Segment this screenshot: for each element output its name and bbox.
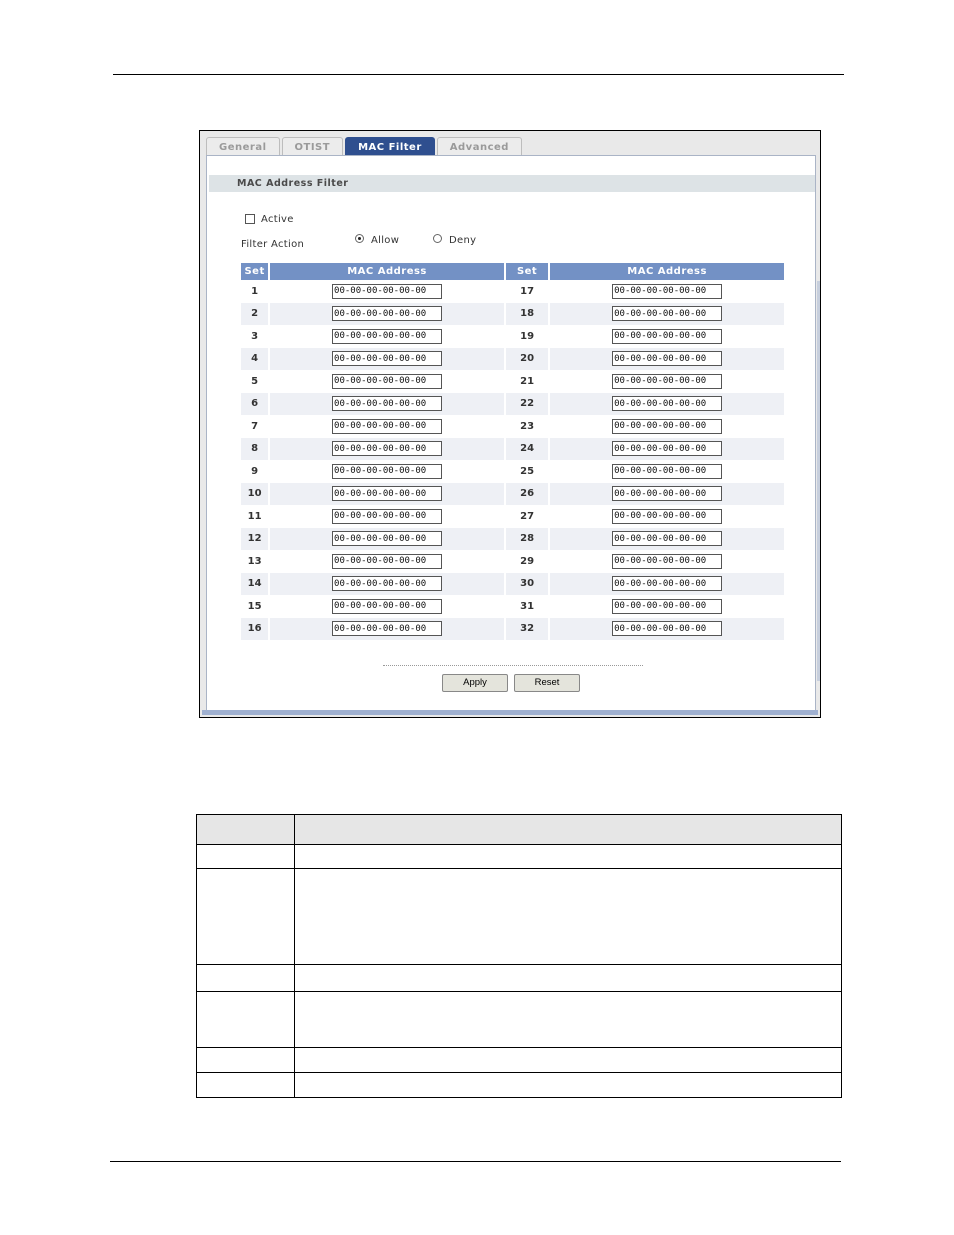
mac-cell	[268, 370, 504, 393]
table-row	[241, 303, 784, 326]
set-number: 30	[504, 573, 548, 596]
mac-filter-screen	[199, 130, 821, 718]
mac-cell	[548, 303, 784, 326]
mac-address-input[interactable]	[612, 441, 722, 456]
table-row	[197, 1073, 842, 1098]
table-row	[197, 845, 842, 869]
mac-address-input[interactable]	[612, 329, 722, 344]
table-row	[241, 505, 784, 528]
mac-address-input[interactable]	[612, 306, 722, 321]
set-number: 20	[504, 348, 548, 371]
button-divider	[383, 665, 643, 666]
set-number: 18	[504, 303, 548, 326]
mac-cell	[268, 528, 504, 551]
mac-cell	[268, 393, 504, 416]
set-number: 32	[504, 618, 548, 641]
mac-cell	[268, 280, 504, 303]
mac-cell	[268, 415, 504, 438]
table-row	[241, 550, 784, 573]
mac-cell	[268, 595, 504, 618]
set-number: 12	[241, 528, 268, 551]
table-row	[197, 965, 842, 992]
mac-address-input[interactable]	[612, 284, 722, 299]
allow-radio[interactable]	[355, 234, 364, 243]
mac-address-input[interactable]	[332, 554, 442, 569]
mac-address-input[interactable]	[332, 576, 442, 591]
mac-cell	[548, 325, 784, 348]
mac-cell	[548, 415, 784, 438]
set-number: 19	[504, 325, 548, 348]
mac-cell	[548, 483, 784, 506]
table-row	[197, 992, 842, 1048]
set-number: 1	[251, 285, 259, 297]
table-row	[241, 595, 784, 618]
description-header-row	[197, 815, 842, 845]
table-row	[241, 460, 784, 483]
set-number: 28	[504, 528, 548, 551]
table-row	[241, 528, 784, 551]
mac-address-input[interactable]	[612, 374, 722, 389]
mac-address-input[interactable]	[612, 464, 722, 479]
mac-address-input[interactable]	[612, 576, 722, 591]
set-number: 15	[247, 600, 262, 612]
table-header-row	[241, 263, 784, 280]
mac-address-input[interactable]	[332, 621, 442, 636]
deny-radio[interactable]	[433, 234, 442, 243]
mac-cell	[268, 348, 504, 371]
table-row	[241, 325, 784, 348]
set-number: 27	[504, 505, 548, 528]
mac-address-input[interactable]	[612, 509, 722, 524]
set-number: 9	[251, 465, 259, 477]
mac-cell	[548, 280, 784, 303]
mac-address-input[interactable]	[332, 329, 442, 344]
mac-cell	[548, 460, 784, 483]
mac-cell	[548, 573, 784, 596]
active-checkbox[interactable]	[245, 214, 255, 224]
page-header-rule	[113, 74, 844, 75]
set-column-header: Set	[504, 263, 548, 280]
mac-cell	[268, 483, 504, 506]
mac-address-input[interactable]	[612, 486, 722, 501]
mac-cell	[548, 348, 784, 371]
mac-cell	[548, 370, 784, 393]
mac-address-input[interactable]	[332, 419, 442, 434]
set-number: 17	[504, 280, 548, 303]
table-row	[241, 370, 784, 393]
table-row	[241, 415, 784, 438]
tab-mac-filter[interactable]: MAC Filter	[345, 137, 435, 155]
mac-address-input[interactable]	[612, 599, 722, 614]
table-row	[241, 348, 784, 371]
table-row	[241, 618, 784, 641]
mac-column-header: MAC Address	[548, 263, 784, 280]
tab-bar	[206, 137, 522, 155]
mac-address-input[interactable]	[612, 419, 722, 434]
mac-address-input[interactable]	[332, 509, 442, 524]
mac-cell	[548, 618, 784, 641]
mac-address-input[interactable]	[612, 621, 722, 636]
panel-bottom-band	[202, 710, 818, 715]
mac-cell	[268, 303, 504, 326]
mac-cell	[548, 528, 784, 551]
mac-address-input[interactable]	[612, 351, 722, 366]
set-number: 26	[504, 483, 548, 506]
description-table	[196, 814, 842, 1098]
mac-cell	[548, 595, 784, 618]
table-row	[241, 393, 784, 416]
table-row	[197, 869, 842, 965]
mac-address-input[interactable]	[332, 464, 442, 479]
mac-address-input[interactable]	[332, 396, 442, 411]
set-number: 29	[504, 550, 548, 573]
tab-advanced[interactable]: Advanced	[437, 137, 522, 155]
set-number: 8	[241, 438, 268, 461]
table-row	[241, 573, 784, 596]
mac-cell	[268, 573, 504, 596]
set-number: 23	[504, 415, 548, 438]
panel-edge	[817, 281, 820, 681]
set-number: 21	[504, 370, 548, 393]
set-number: 4	[241, 348, 268, 371]
table-row	[241, 483, 784, 506]
set-number: 11	[247, 510, 262, 522]
mac-cell	[548, 550, 784, 573]
mac-cell	[268, 550, 504, 573]
mac-address-input[interactable]	[612, 531, 722, 546]
mac-cell	[548, 505, 784, 528]
mac-address-input[interactable]	[332, 531, 442, 546]
set-number: 31	[504, 595, 548, 618]
mac-address-input[interactable]	[612, 396, 722, 411]
mac-cell	[268, 505, 504, 528]
mac-cell	[268, 618, 504, 641]
mac-address-input[interactable]	[332, 599, 442, 614]
tab-general[interactable]: General	[206, 137, 280, 155]
set-number: 25	[504, 460, 548, 483]
mac-cell	[548, 393, 784, 416]
apply-button[interactable]: Apply	[442, 674, 508, 692]
set-number: 24	[504, 438, 548, 461]
set-number: 5	[251, 375, 259, 387]
set-number: 10	[241, 483, 268, 506]
page-footer-rule	[110, 1161, 841, 1162]
mac-column-header: MAC Address	[268, 263, 504, 280]
reset-button[interactable]: Reset	[514, 674, 580, 692]
table-row	[197, 1048, 842, 1073]
set-number: 22	[504, 393, 548, 416]
mac-address-input[interactable]	[332, 306, 442, 321]
active-label: Active	[261, 214, 294, 225]
table-row	[241, 280, 784, 303]
set-number: 2	[241, 303, 268, 326]
set-number: 6	[241, 393, 268, 416]
set-column-header: Set	[241, 263, 268, 280]
tab-otist[interactable]: OTIST	[282, 137, 344, 155]
mac-cell	[268, 438, 504, 461]
set-number: 13	[247, 555, 262, 567]
table-row	[241, 438, 784, 461]
mac-address-input[interactable]	[332, 441, 442, 456]
set-number: 14	[241, 573, 268, 596]
allow-label: Allow	[371, 235, 400, 246]
mac-address-input[interactable]	[332, 374, 442, 389]
mac-address-input[interactable]	[332, 486, 442, 501]
mac-address-input[interactable]	[332, 284, 442, 299]
mac-address-input[interactable]	[612, 554, 722, 569]
mac-address-input[interactable]	[332, 351, 442, 366]
section-title: MAC Address Filter	[209, 175, 815, 192]
mac-cell	[548, 438, 784, 461]
filter-action-label: Filter Action	[241, 239, 305, 250]
mac-address-table	[241, 263, 784, 640]
set-number: 16	[241, 618, 268, 641]
set-number: 7	[251, 420, 259, 432]
deny-label: Deny	[449, 235, 477, 246]
mac-cell	[268, 460, 504, 483]
set-number: 3	[251, 330, 259, 342]
mac-cell	[268, 325, 504, 348]
